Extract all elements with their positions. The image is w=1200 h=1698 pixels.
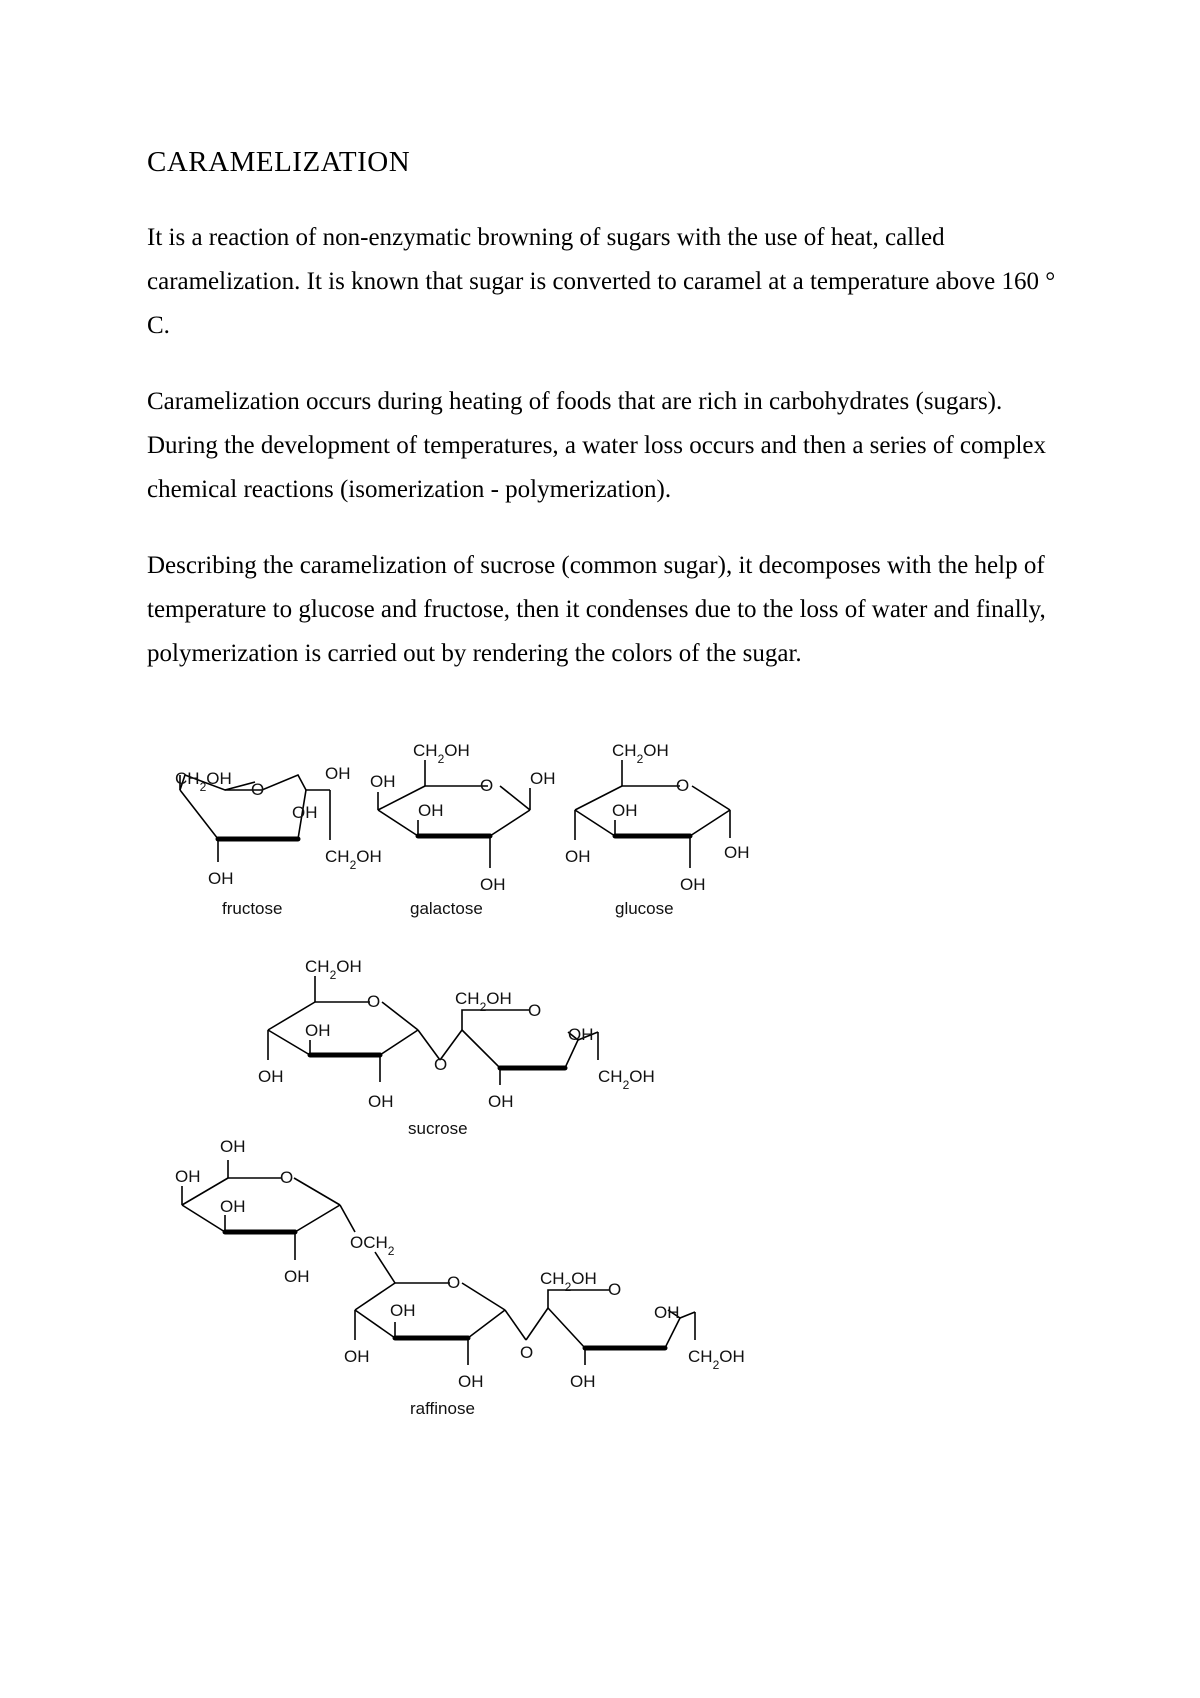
group-label: OH [390,1301,416,1320]
bond-line [462,1283,505,1310]
group-label: OH [370,772,396,791]
bond-line [505,1310,526,1340]
group-label: OH [458,1372,484,1391]
ring-oxygen-label: O [251,780,265,799]
group-label: OH [488,1092,514,1111]
page-title: CARAMELIZATION [147,146,411,178]
group-label: $CH_2OH$ [540,1269,597,1294]
linking-oxygen-label: O [520,1343,534,1362]
group-label: OH [368,1092,394,1111]
raffinose-structure [175,1137,745,1418]
caption-glucose: glucose [615,899,674,918]
bond-line [340,1205,355,1232]
bond-line [268,1030,418,1055]
group-label: OH [325,764,351,783]
ring-oxygen-label: O [280,1168,294,1187]
bond-line [180,790,306,839]
group-label: $CH_2OH$ [305,957,362,982]
group-label: OH [418,801,444,820]
group-label: $CH_2OH$ [455,989,512,1014]
ring-oxygen-label: O [367,992,381,1011]
group-label: $CH_2OH$ [413,741,470,766]
group-label: OH [530,769,556,788]
bond-line [382,1002,418,1030]
fructose-structure [175,764,382,918]
bond-line [548,1290,610,1308]
group-label: OH [654,1303,680,1322]
bond-line [575,810,730,836]
group-label: OH [570,1372,596,1391]
bond-line [355,1310,505,1338]
group-label: $OCH_2$ [350,1233,395,1258]
group-label: OH [724,843,750,862]
group-label: OH [175,1167,201,1186]
ring-oxygen-label: O [480,776,494,795]
group-label: OH [208,869,234,888]
ring-oxygen-label: O [528,1001,542,1020]
bond-line [462,1010,530,1030]
paragraph-process: Caramelization occurs during heating of foods that are rich in carbohydrates (sugars). During the development of temperatures, a water loss occurs and then a series of complex chemical reactions (isomerization - polymerization). [147,388,1046,503]
svg-text:CH2OH: $CH_2OH$ [175,769,232,794]
bond-line [182,1205,340,1232]
group-label: $CH_2OH$ [612,741,669,766]
group-label: OH [292,803,318,822]
paragraph-sucrose: Describing the caramelization of sucrose (common sugar), it decomposes with the help of temperature to glucose and fructose, then it condenses due to the loss of water and finally, polymerization is carried out by rendering the colors of the sugar. [147,552,1046,667]
ring-oxygen-label: O [447,1273,461,1292]
bond-line [500,786,530,810]
group-label: $CH_2OH$ [598,1067,655,1092]
caption-galactose: galactose [410,899,483,918]
group-label: OH [565,847,591,866]
bond-line [355,1283,395,1310]
caption-raffinose: raffinose [410,1399,475,1418]
paragraph-definition: It is a reaction of non-enzymatic browning of sugars with the use of heat, called caramelization. It is known that sugar is converted to caramel at a temperature above 160 ° C. [147,224,1056,339]
group-label: OH [284,1267,310,1286]
ring-oxygen-label: O [608,1280,622,1299]
sucrose-structure [258,957,655,1138]
group-label: $CH_2OH$ [325,847,382,872]
caption-sucrose: sucrose [408,1119,468,1138]
linking-oxygen-label: O [434,1055,448,1074]
group-label: OH [344,1347,370,1366]
caption-fructose: fructose [222,899,283,918]
ring-oxygen-label: O [676,776,690,795]
group-label: OH [305,1021,331,1040]
glucose-structure [565,741,750,918]
bond-line [692,786,730,810]
group-label: OH [680,875,706,894]
bond-line [378,810,530,836]
bond-line [294,1178,340,1205]
galactose-structure [370,741,556,918]
group-label: OH [220,1137,246,1156]
group-label: $CH_2OH$ [688,1347,745,1372]
group-label: OH [568,1025,594,1044]
group-label: OH [480,875,506,894]
bond-line [680,1312,695,1318]
group-label: OH [220,1197,246,1216]
bond-line [526,1308,548,1340]
bond-line [462,1030,578,1068]
group-label: OH [612,801,638,820]
group-label: OH [258,1067,284,1086]
